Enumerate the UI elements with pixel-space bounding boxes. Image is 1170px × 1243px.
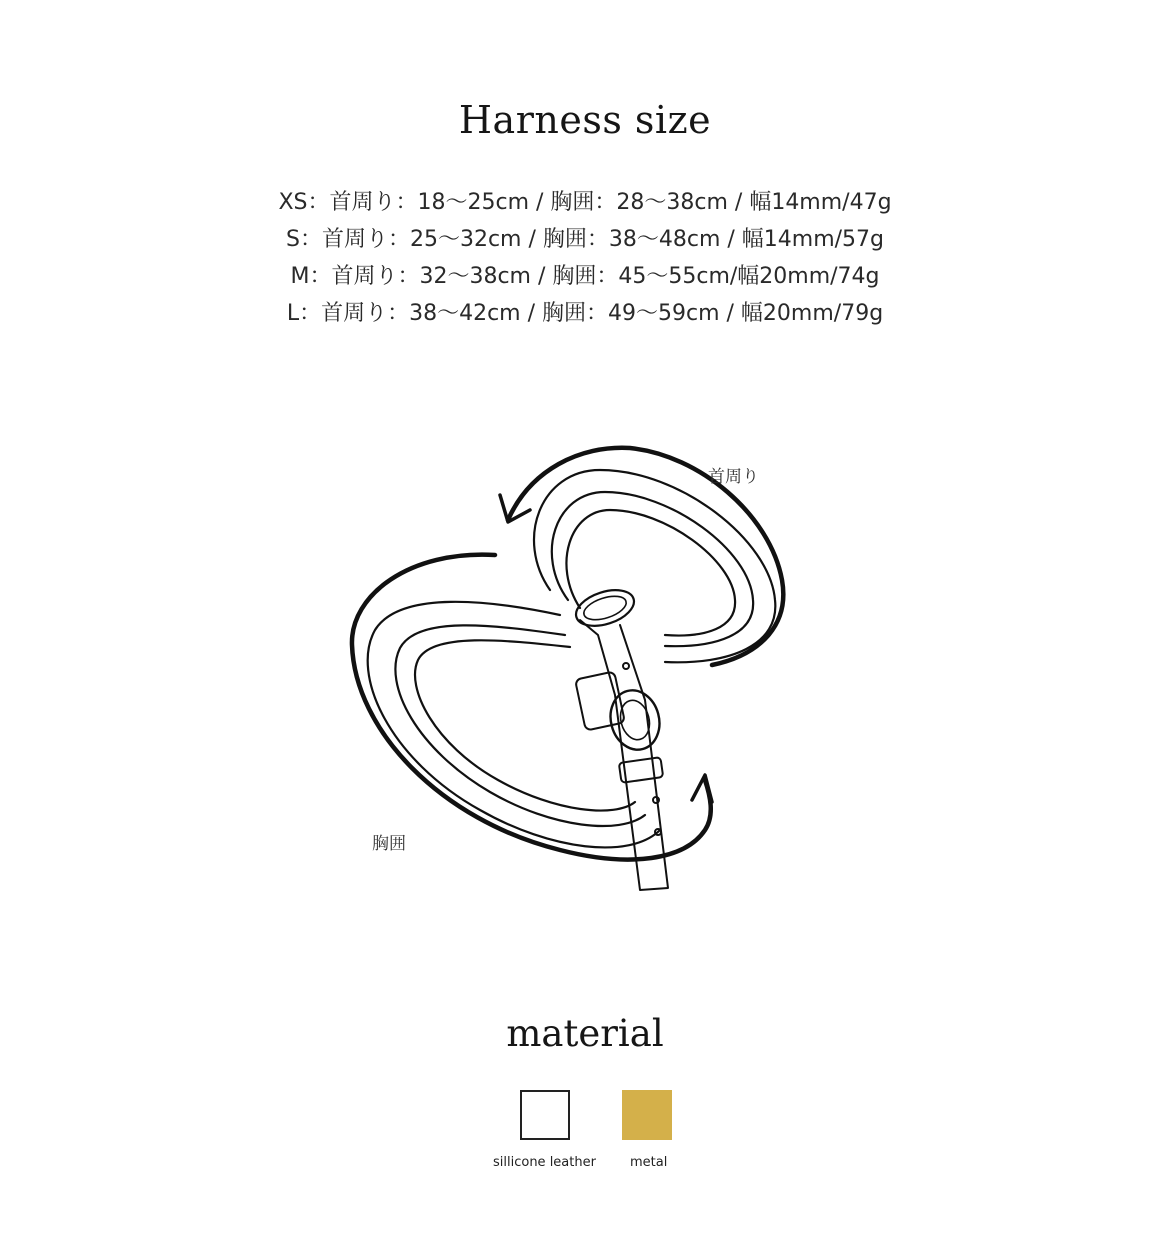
leather-swatch [520, 1090, 570, 1140]
neck-label: 首周り [708, 467, 759, 487]
chest-label: 胸囲 [372, 834, 406, 854]
page-title: Harness size [458, 98, 712, 142]
size-table [0, 184, 1170, 332]
o-ring [572, 584, 639, 633]
metal-label: metal [630, 1155, 668, 1170]
size-row-l: L：首周り：38〜42cm / 胸囲：49〜59cm / 幅20mm/79g [286, 301, 884, 326]
leather-label: sillicone leather [493, 1155, 596, 1170]
belly-strap [575, 620, 668, 890]
size-row-m: M：首周り：32〜38cm / 胸囲：45〜55cm/幅20mm/74g [290, 264, 880, 289]
metal-swatch [622, 1090, 672, 1140]
size-row-xs: XS：首周り：18〜25cm / 胸囲：28〜38cm / 幅14mm/47g [278, 190, 892, 215]
neck-strap [534, 470, 775, 662]
size-row-s: S：首周り：25〜32cm / 胸囲：38〜48cm / 幅14mm/57g [285, 227, 885, 252]
material-title: material [506, 1012, 664, 1055]
